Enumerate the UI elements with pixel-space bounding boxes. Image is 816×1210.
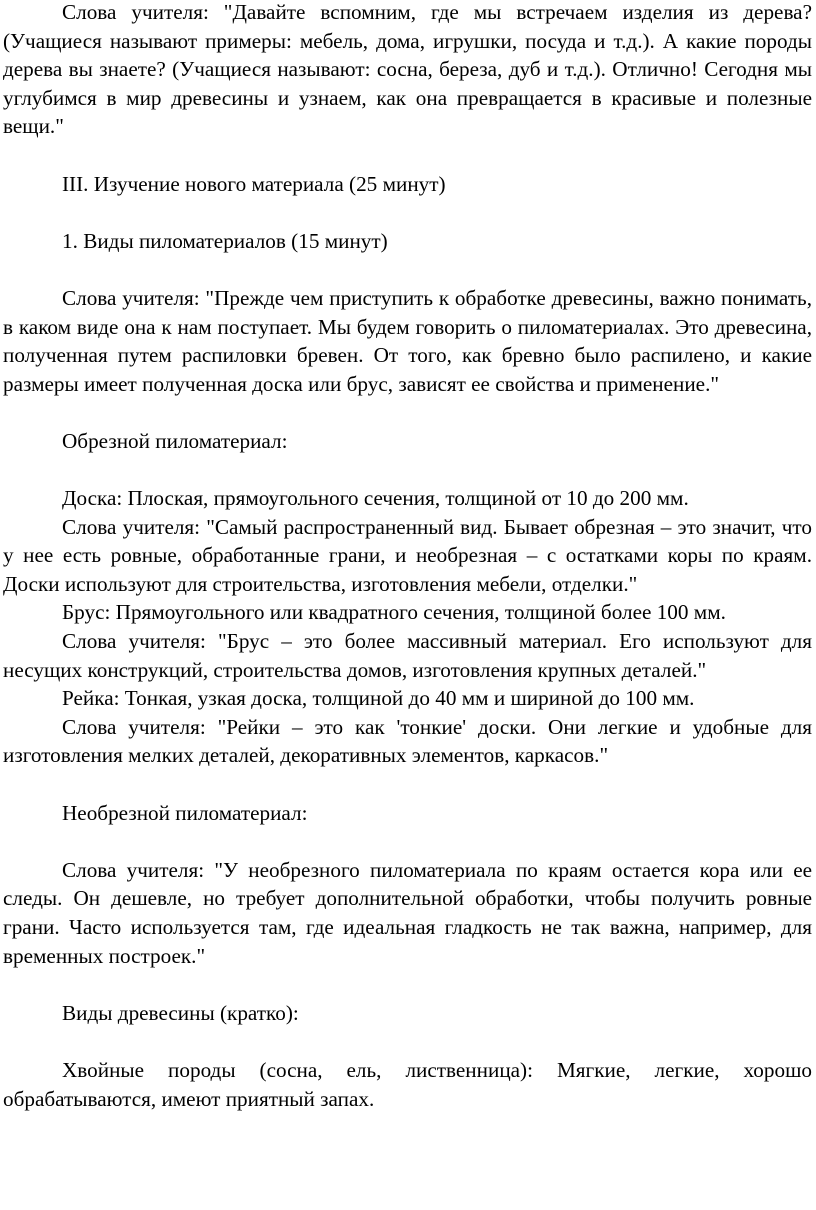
paragraph-gap — [3, 398, 812, 427]
paragraph-gap — [3, 970, 812, 999]
teacher-lath-paragraph: Слова учителя: "Рейки – это как 'тонкие' доски. Они легкие и удобные для изготовления мелких деталей, декоративных элементов, каркасов." — [3, 714, 812, 768]
beam-definition: Брус: Прямоугольного или квадратного сечения, толщиной более 100 мм. — [62, 600, 726, 625]
paragraph-gap — [3, 198, 812, 227]
paragraph-gap — [3, 141, 812, 170]
paragraph-gap — [3, 770, 812, 799]
conifer-paragraph: Хвойные породы (сосна, ель, лиственница): Мягкие, легкие, хорошо обрабатываются, имеют приятный запах. — [3, 1057, 812, 1111]
teacher-board-paragraph: Слова учителя: "Самый распространенный вид. Бывает обрезная – это значит, что у нее есть ровные, обработанные грани, и необрезная – с остатками коры по краям. Доски используют для строительства, изготовления мебели, отделки." — [3, 514, 812, 596]
teacher-beam-paragraph: Слова учителя: "Брус – это более массивный материал. Его используют для несущих конструкций, строительства домов, изготовления крупных деталей." — [3, 629, 812, 682]
paragraph-gap — [3, 827, 812, 856]
subsection-heading: 1. Виды пиломатериалов (15 минут) — [62, 228, 388, 253]
edged-lumber-heading: Обрезной пиломатериал: — [62, 428, 288, 453]
wood-types-heading: Виды древесины (кратко): — [62, 1000, 299, 1025]
board-definition: Доска: Плоская, прямоугольного сечения, толщиной от 10 до 200 мм. — [62, 486, 689, 511]
teacher-intro-paragraph: Слова учителя: "Давайте вспомним, где мы встречаем изделия из дерева? (Учащиеся называют примеры: мебель, дома, игрушки, посуда и т.д.). А какие породы дерева вы знаете? (Учащиеся называют: сосна, береза, дуб и т.д.). Отлично! Сегодня мы углубимся в мир древесины и узнаем, как она превращается в красивые и полезные вещи." — [3, 0, 812, 139]
unedged-lumber-heading: Необрезной пиломатериал: — [62, 800, 308, 825]
paragraph-gap — [3, 255, 812, 284]
paragraph-gap — [3, 456, 812, 485]
section-heading: III. Изучение нового материала (25 минут) — [62, 171, 446, 196]
paragraph-gap — [3, 1027, 812, 1056]
teacher-unedged-paragraph: Слова учителя: "У необрезного пиломатериала по краям остается кора или ее следы. Он дешевле, но требует дополнительной обработки, чтобы получить ровные грани. Часто используется там, где идеальная гладкость не так важна, например, для временных построек." — [3, 857, 812, 968]
lath-definition: Рейка: Тонкая, узкая доска, толщиной до 40 мм и шириной до 100 мм. — [62, 686, 695, 711]
teacher-lumber-paragraph: Слова учителя: "Прежде чем приступить к обработке древесины, важно понимать, в каком виде она к нам поступает. Мы будем говорить о пиломатериалах. Это древесина, полученная путем распиловки бревен. От того, как бревно было распилено, и какие размеры имеет полученная доска или брус, зависят ее свойства и применение." — [3, 285, 812, 396]
